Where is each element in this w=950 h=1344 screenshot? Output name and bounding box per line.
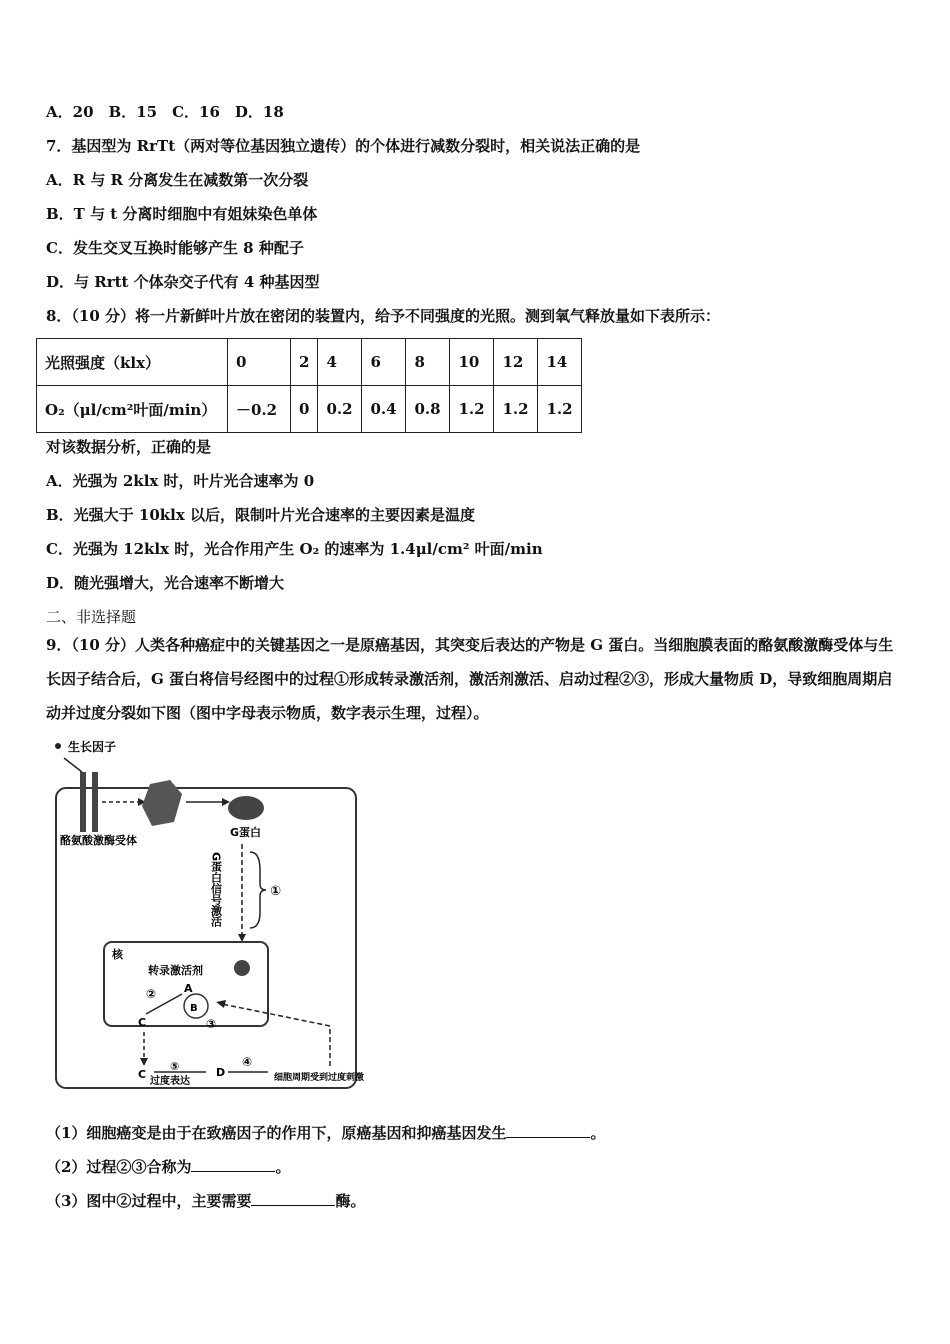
q7-option-c: C．发生交叉互换时能够产生 8 种配子 [46, 239, 304, 257]
table-cell: 2 [291, 339, 318, 386]
table-cell: 1.2 [494, 386, 538, 433]
g-protein-shape [228, 796, 264, 820]
q9-sub3-end: 酶。 [335, 1192, 366, 1210]
process-4-label: ④ [242, 1055, 253, 1069]
label-c-nucleus: C [138, 1016, 147, 1029]
q8-option-c: C．光强为 12klx 时，光合作用产生 O₂ 的速率为 1.4μl/cm² 叶面/min [46, 540, 543, 558]
q8-analysis: 对该数据分析，正确的是 [46, 438, 212, 456]
q8-option-b: B．光强大于 10klx 以后，限制叶片光合速率的主要因素是温度 [46, 506, 476, 524]
nucleus-label: 核 [112, 948, 123, 961]
table-cell: 10 [450, 339, 494, 386]
q9-sub2-end: 。 [275, 1158, 291, 1176]
cycle-label: 细胞周期受到过度刺激 [274, 1073, 365, 1083]
cell-membrane [56, 788, 356, 1088]
answer-blank[interactable] [251, 1191, 335, 1206]
g-protein-label: G蛋白 [230, 826, 262, 839]
table-cell: 4 [318, 339, 362, 386]
arrowhead [216, 1000, 226, 1008]
table-cell: －0.2 [228, 386, 291, 433]
q8-stem: 8．（10 分）将一片新鲜叶片放在密闭的装置内，给予不同强度的光照。测到氧气释放量如下表所示： [46, 307, 721, 325]
q9-sub2-text: （2）过程②③合称为 [46, 1158, 192, 1176]
section-title: 二、非选择题 [46, 608, 137, 626]
table-cell: 6 [362, 339, 406, 386]
q9-sub3 [46, 1190, 365, 1212]
activator-shape [234, 960, 250, 976]
table-cell: 0.4 [362, 386, 406, 433]
table-cell: 0 [291, 386, 318, 433]
receptor-shape [92, 772, 98, 832]
cascade-label: G蛋白信号激活 [209, 852, 223, 928]
feedback-arrow [222, 1004, 330, 1066]
label-c-cytoplasm: C [138, 1068, 147, 1081]
table-cell: 12 [494, 339, 538, 386]
q7-stem: 7．基因型为 RrTt（两对等位基因独立遗传）的个体进行减数分裂时，相关说法正确的是 [46, 137, 641, 155]
growth-factor-dot [55, 743, 61, 749]
arrowhead [140, 1058, 148, 1066]
table-row-o2 [37, 386, 582, 433]
process-3-label: ③ [206, 1017, 217, 1031]
process-2-label: ② [146, 987, 157, 1001]
q7-option-b: B．T 与 t 分离时细胞中有姐妹染色单体 [46, 205, 318, 223]
table-cell: 8 [406, 339, 450, 386]
brace [250, 852, 266, 928]
q8-option-a: A．光强为 2klx 时，叶片光合速率为 0 [46, 472, 315, 490]
answer-blank[interactable] [191, 1157, 275, 1172]
receptor-label: 酪氨酸激酶受体 [60, 834, 137, 847]
q7-option-a: A．R 与 R 分离发生在减数第一次分裂 [46, 171, 309, 189]
table-row-label: O₂（μl/cm²叶面/min） [37, 386, 228, 433]
q8-option-d: D．随光强增大，光合速率不断增大 [46, 574, 285, 592]
table-row-light [37, 339, 582, 386]
signal-pathway-figure [46, 736, 386, 1096]
table-cell: 1.2 [450, 386, 494, 433]
q9-sub2 [46, 1156, 290, 1178]
process-5-label: ⑤ [170, 1060, 180, 1073]
label-b: B [190, 1003, 198, 1014]
receptor-shape [80, 772, 86, 832]
q6-options: A．20 B．15 C．16 D．18 [46, 103, 284, 121]
table-cell: 0.8 [406, 386, 450, 433]
q7-option-d: D．与 Rrtt 个体杂交子代有 4 种基因型 [46, 273, 320, 291]
q9-sub1-end: 。 [590, 1124, 606, 1142]
process-1-label: ① [270, 884, 282, 899]
light-o2-table [36, 338, 582, 433]
q9-sub1-text: （1）细胞癌变是由于在致癌因子的作用下，原癌基因和抑癌基因发生 [46, 1124, 507, 1142]
growth-factor-label: 生长因子 [68, 740, 117, 754]
q9-sub3-text: （3）图中②过程中，主要需要 [46, 1192, 252, 1210]
growth-factor-arrow [64, 758, 82, 772]
label-a: A [184, 982, 193, 995]
activated-receptor-shape [142, 780, 182, 826]
q9-stem: 9．（10 分）人类各种癌症中的关键基因之一是原癌基因，其突变后表达的产物是 G 蛋白。当细胞膜表面的酪氨酸激酶受体与生长因子结合后，G 蛋白将信号经图中的过程①形成转录激活剂，激活剂激活、启动过程②③，形成大量物质 D，导致细胞周期启动并过度分裂如下图（图中字母表示物质，数字表示生理，过程）。 [46, 636, 894, 722]
activator-label: 转录激活剂 [148, 964, 203, 977]
table-cell: 14 [538, 339, 582, 386]
table-cell: 1.2 [538, 386, 582, 433]
arrowhead [238, 934, 246, 942]
label-d: D [216, 1066, 226, 1079]
q9-sub1 [46, 1122, 605, 1144]
answer-blank[interactable] [506, 1123, 590, 1138]
table-cell: 0 [228, 339, 291, 386]
table-cell: 0.2 [318, 386, 362, 433]
table-row-label: 光照强度（klx） [37, 339, 228, 386]
overexpression-label: 过度表达 [150, 1076, 190, 1087]
